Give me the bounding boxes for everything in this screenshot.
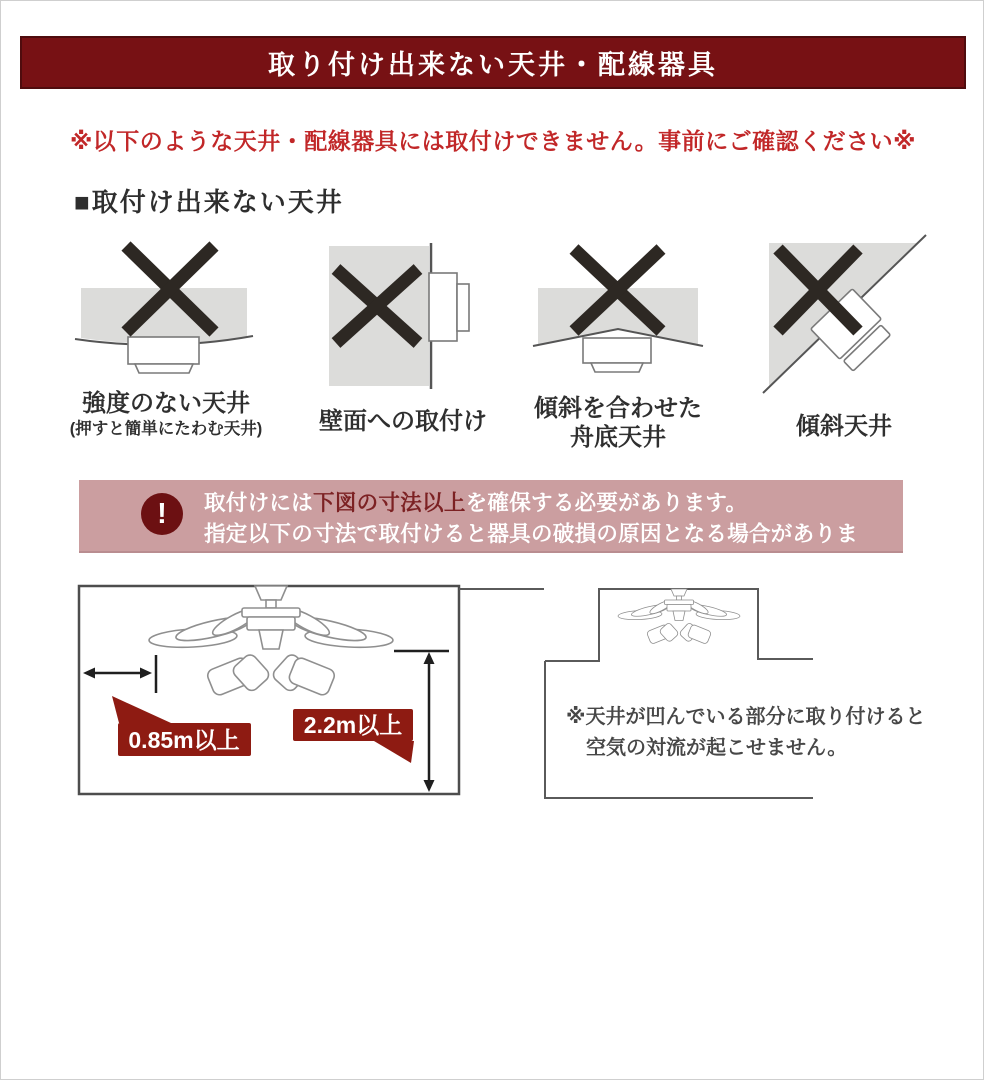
ceiling-fan-small (618, 589, 740, 644)
caption-sloped-ceiling (749, 412, 939, 441)
dimension-warning-bar (79, 480, 903, 577)
warning-line1-highlight: 下図の寸法以上 (313, 491, 466, 515)
vertical-clearance-label: 2.2m以上 (303, 712, 403, 738)
mounting-fixture (429, 273, 469, 341)
horizontal-clearance-arrow (83, 655, 156, 693)
caption-subline: (押すと簡単にたわむ天井) (69, 420, 263, 438)
caption-line: 壁面への取付け (319, 408, 487, 435)
recess-note-line-1: ※天井が凹んでいる部分に取り付けると (566, 706, 926, 728)
caption-weak-ceiling (56, 389, 276, 440)
diagram-wall-mount (316, 236, 491, 396)
warning-line-2: 指定以下の寸法で取付けると器具の破損の原因となる場合があります。 (204, 522, 859, 577)
diagram-boat-bottom-ceiling (526, 236, 711, 381)
ceiling-fan (149, 586, 394, 697)
recess-note-line-2: 空気の対流が起こせません。 (586, 737, 848, 759)
mounting-fixture (128, 337, 199, 373)
caption-line: 傾斜天井 (796, 413, 892, 440)
warning-line-1 (204, 488, 894, 519)
caption-boat-bottom (523, 394, 713, 452)
caption-line: 強度のない天井 (82, 390, 250, 417)
exclamation-glyph: ! (157, 497, 167, 530)
title-banner (20, 36, 966, 89)
diagram-recessed-ceiling (441, 576, 984, 811)
horizontal-clearance-callout (112, 696, 251, 756)
warning-text (204, 488, 894, 581)
exclamation-icon (141, 493, 183, 535)
mounting-fixture (583, 338, 651, 372)
diagram-weak-ceiling (61, 236, 271, 381)
horizontal-clearance-label: 0.85m以上 (128, 727, 240, 753)
caption-wall-mount (308, 407, 498, 436)
diagram-clearance-room (61, 576, 481, 811)
diagram-sloped-ceiling (751, 229, 936, 404)
caption-line: 舟底天井 (570, 424, 666, 451)
vertical-clearance-callout (293, 709, 414, 763)
section-heading: ■取付け出来ない天井 (74, 187, 344, 217)
page-title: 取り付け出来ない天井・配線器具 (268, 50, 718, 80)
warning-line1-suffix: を確保する必要があります。 (465, 491, 748, 515)
top-warning-text: ※以下のような天井・配線器具には取付けできません。事前にご確認ください※ (69, 128, 917, 154)
warning-line1-prefix: 取付けには (204, 491, 314, 515)
recess-note (566, 702, 925, 764)
caption-line: 傾斜を合わせた (534, 395, 702, 422)
